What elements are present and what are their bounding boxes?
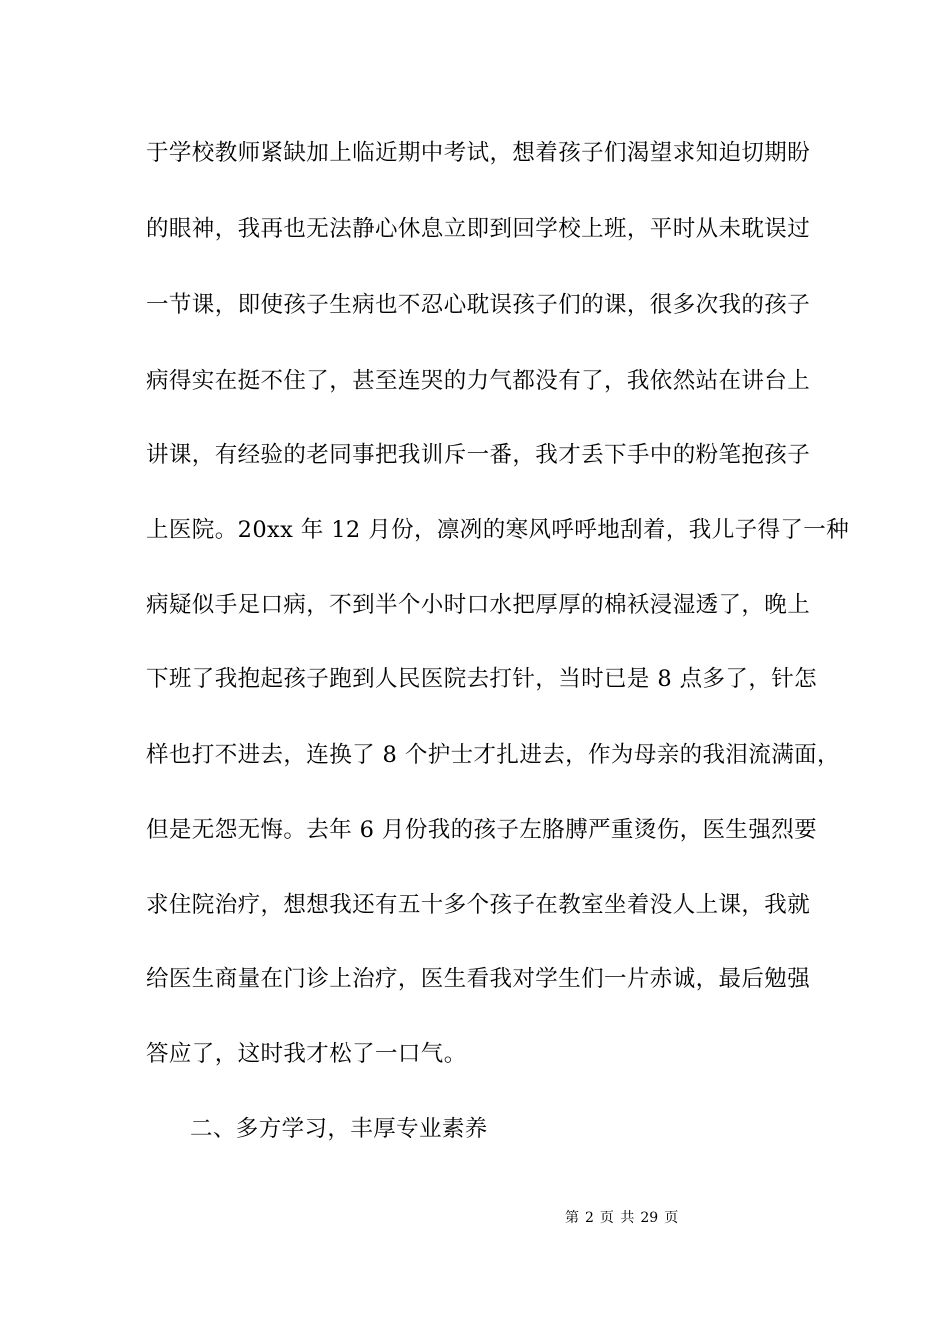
paragraph-line-5: 讲课，有经验的老同事把我训斥一番，我才丢下手中的粉笔抱孩子: [146, 442, 811, 468]
page-number-label: [565, 1208, 684, 1228]
paragraph-line-12: 给医生商量在门诊上治疗，医生看我对学生们一片赤诚，最后勉强: [146, 966, 811, 992]
paragraph-line-2: 的眼神，我再也无法静心休息立即到回学校上班，平时从未耽误过: [146, 216, 811, 242]
paragraph-line-3: 一节课，即使孩子生病也不忍心耽误孩子们的课，很多次我的孩子: [146, 292, 811, 318]
footer-current-page: 2: [585, 1210, 594, 1226]
paragraph-line-4: 病得实在挺不住了，甚至连哭的力气都没有了，我依然站在讲台上: [146, 368, 811, 394]
paragraph-line-6: 上医院。20xx 年 12 月份，凛冽的寒风呼呼地刮着，我儿子得了一种: [146, 517, 850, 543]
paragraph-line-10: 但是无怨无悔。去年 6 月份我的孩子左胳膊严重烫伤，医生强烈要: [146, 817, 818, 843]
footer-suffix: 页: [664, 1210, 679, 1226]
paragraph-line-13: 答应了，这时我才松了一口气。: [146, 1041, 467, 1067]
footer-total-pages: 29: [640, 1210, 659, 1226]
footer-middle: 页 共: [599, 1210, 635, 1226]
paragraph-line-7: 病疑似手足口病，不到半个小时口水把厚厚的棉袄浸湿透了，晚上: [146, 592, 811, 618]
paragraph-line-11: 求住院治疗，想想我还有五十多个孩子在教室坐着没人上课，我就: [146, 892, 811, 918]
paragraph-line-1: 于学校教师紧缺加上临近期中考试，想着孩子们渴望求知迫切期盼: [146, 140, 811, 166]
paragraph-line-8: 下班了我抱起孩子跑到人民医院去打针，当时已是 8 点多了，针怎: [146, 666, 818, 692]
section-heading: 二、多方学习，丰厚专业素养: [190, 1116, 488, 1142]
footer-prefix: 第: [565, 1210, 579, 1226]
paragraph-line-9: 样也打不进去，连换了 8 个护士才扎进去，作为母亲的我泪流满面，: [146, 742, 840, 768]
